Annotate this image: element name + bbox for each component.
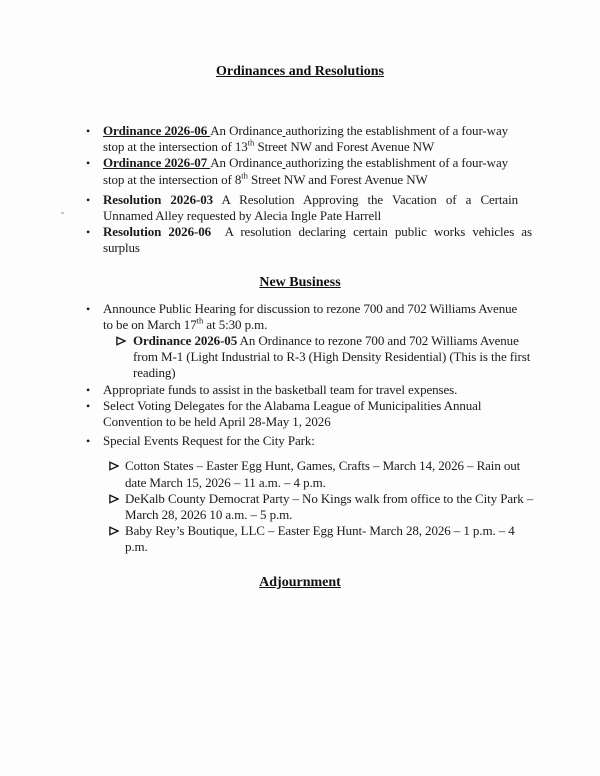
text-segment: at 5:30 p.m. [203,316,268,332]
text-segment: authorizing the establishment of a four-way [285,123,509,138]
text-segment: Convention to be held April 28-May 1, 2026 [103,414,331,430]
text-line [103,240,600,256]
item-text [133,333,600,382]
text-line [103,139,600,155]
list-item-select-delegates [0,398,600,430]
text-segment: DeKalb County Democrat Party – No Kings walk from office to the City Park – [125,490,534,506]
text-segment: Street NW and Forest Avenue NW [254,139,435,155]
text-line [103,208,600,224]
item-text [103,382,600,398]
bullet-icon: • [86,301,91,316]
text-line [103,224,600,240]
text-segment: Street NW and Forest Avenue NW [247,171,428,187]
item-text [103,301,600,333]
bullet-icon: • [86,382,91,397]
text-segment: reading) [133,365,176,381]
text-segment: stop at the intersection of 13 [103,139,248,155]
text-line [103,301,600,317]
bullet-icon: • [86,192,91,207]
text-line [125,507,600,523]
document-body [0,63,600,592]
scan-artifact-dot [61,212,64,214]
text-segment: Special Events Request for the City Park: [103,433,315,449]
list-item-res-06 [0,224,600,256]
text-line [103,317,600,333]
text-segment: stop at the intersection of 8 [103,171,242,187]
list-item-dekalb [0,491,600,523]
text-line [125,491,600,507]
item-text [125,458,600,490]
list-item-announce [0,301,600,333]
item-text [103,398,600,430]
list-item-ord-07 [0,155,600,187]
arrow-bullet-icon [109,491,125,523]
text-segment: Appropriate funds to assist in the basketball team for travel expenses. [103,381,458,397]
text-line [103,433,600,449]
text-segment: Resolution 2026-06 [103,224,212,240]
list-item-special-events [0,433,600,449]
text-line [103,123,600,139]
item-text [103,155,600,187]
bullet-icon: • [86,156,91,171]
text-segment: Announce Public Hearing for discussion to rezone 700 and 702 Williams Avenue [103,300,518,316]
text-line [133,349,600,365]
text-segment: Ordinance 2026-06 [103,123,211,138]
text-line [125,475,600,491]
list-item-ord-06 [0,123,600,155]
text-segment: Select Voting Delegates for the Alabama League of Municipalities Annual [103,397,482,413]
item-text [103,123,600,155]
text-line [125,458,600,474]
arrow-bullet-icon [109,523,125,555]
text-segment: Cotton States – Easter Egg Hunt, Games, Crafts – March 14, 2026 – Rain out [125,458,521,474]
bullet-icon: • [86,124,91,138]
text-line [133,333,600,349]
text-segment: An Ordinance [210,123,283,138]
text-segment: surplus [103,240,140,256]
ordinances-heading: Ordinances and Resolutions [215,64,385,79]
arrow-bullet-icon [109,458,125,490]
text-segment: A Resolution Approving the Vacation of a Certain [213,191,519,207]
text-segment: th [241,170,248,181]
bullet-icon: • [86,398,91,413]
text-segment: authorizing the establishment of a four-way [285,155,509,171]
text-line [103,414,600,430]
item-text [125,491,600,523]
text-segment: from M-1 (Light Industrial to R-3 (High Density Residential) (This is the first [133,349,531,365]
text-segment: A resolution declaring certain public works vehicles as [211,224,532,240]
list-item-baby-rey [0,523,600,555]
item-text [103,224,600,256]
bullet-icon: • [86,434,91,449]
text-segment: Baby Rey’s Boutique, LLC – Easter Egg Hunt- March 28, 2026 – 1 p.m. – 4 [125,523,515,539]
text-line [103,382,600,398]
text-segment: th [247,137,255,148]
list-item-res-03 [0,192,600,224]
text-segment: date March 15, 2026 – 11 a.m. – 4 p.m. [125,474,326,490]
text-segment: th [196,315,204,326]
text-segment: Resolution 2026-03 [103,191,214,207]
adjournment-heading: Adjournment [259,574,341,590]
text-segment: Ordinance 2026-07 [103,155,211,171]
arrow-bullet-icon [116,333,133,382]
item-text [103,433,600,449]
text-line [103,155,600,171]
list-item-appropriate [0,382,600,398]
text-line [125,523,600,539]
text-line [125,539,600,555]
text-segment: to be on March 17 [103,316,197,332]
text-segment: An Ordinance to rezone 700 and 702 Williams Avenue [237,333,519,349]
item-text [125,523,600,555]
text-segment: p.m. [125,539,148,555]
text-line [103,192,600,208]
text-line [133,365,600,381]
text-segment: Unnamed Alley requested by Alecia Ingle Pate Harrell [103,208,382,224]
bullet-icon: • [86,225,91,240]
text-segment: March 28, 2026 10 a.m. – 5 p.m. [125,507,293,523]
text-line [103,172,600,188]
text-line [103,398,600,414]
new-business-heading: New Business [259,274,341,290]
list-item-ord-05 [0,333,600,382]
item-text [103,192,600,224]
list-item-cotton [0,458,600,490]
text-segment: Ordinance 2026-05 [133,333,238,349]
text-segment: An Ordinance [210,155,283,171]
